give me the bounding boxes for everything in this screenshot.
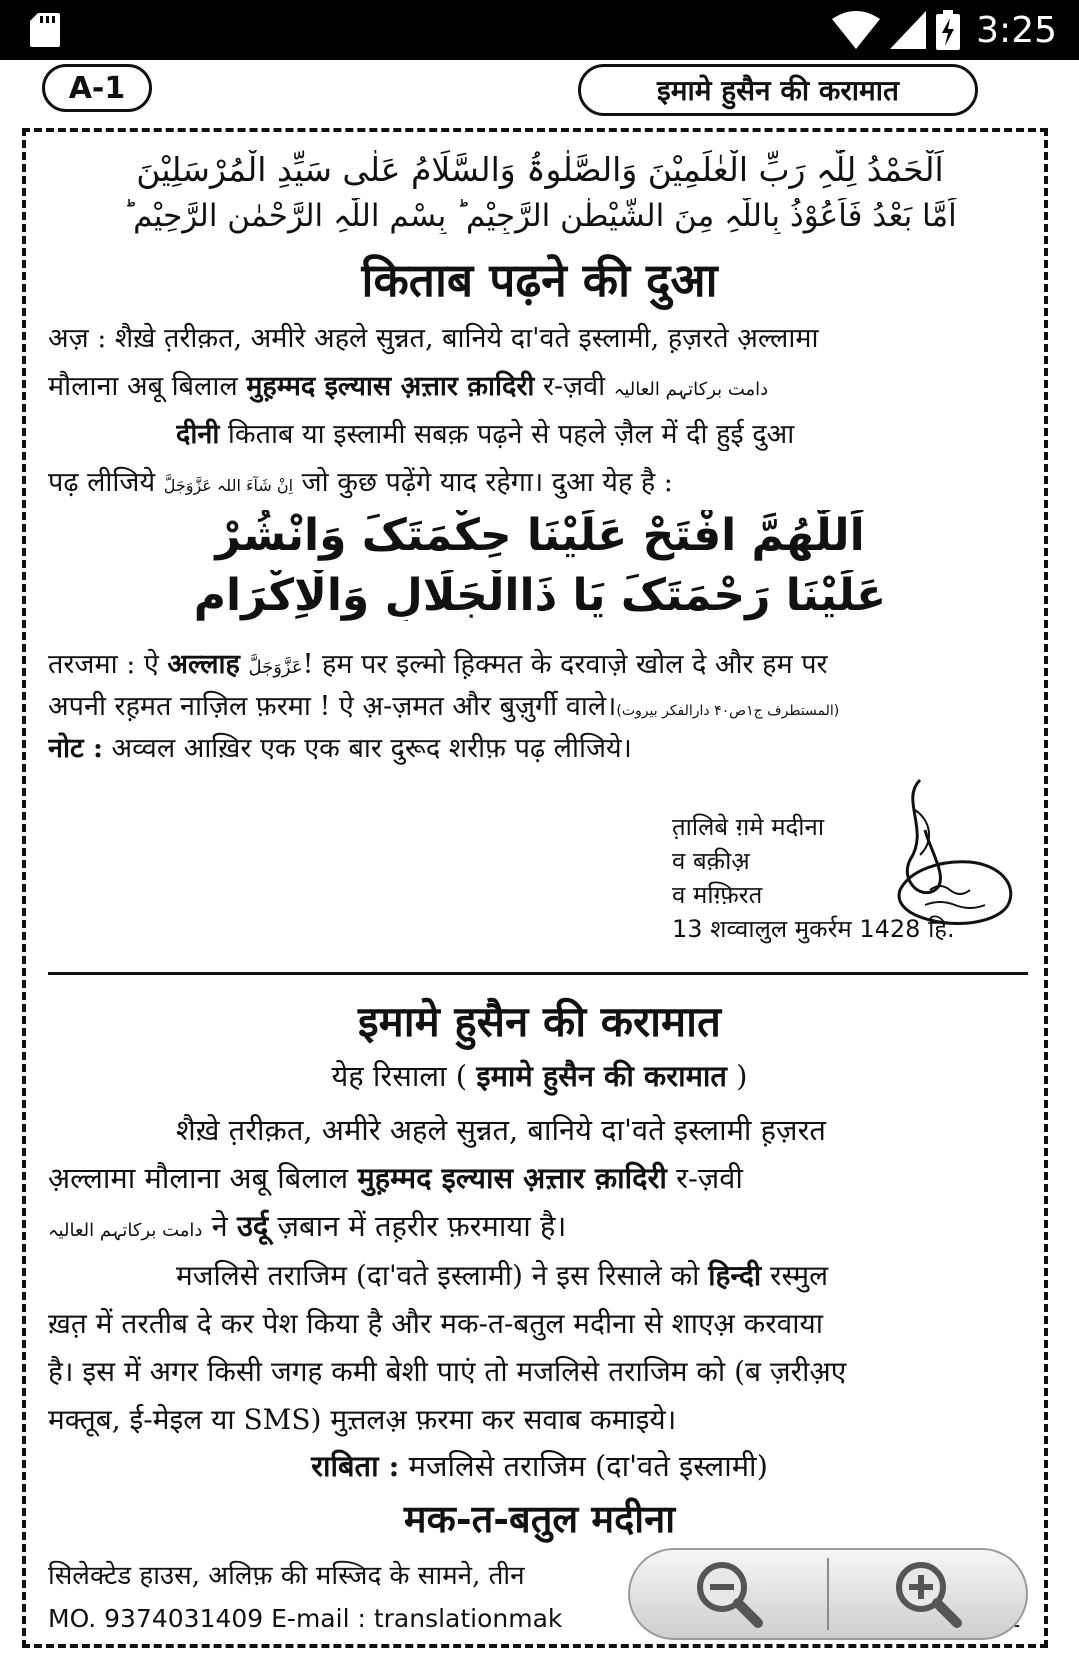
page-tag: A-1 — [42, 64, 152, 112]
book-para2-line4: मक्तूब, ई-मेइल या SMS) मुत्त़लअ़ फ़रमा कर सवाब कमाइये। — [48, 1403, 677, 1436]
zoom-in-button[interactable] — [829, 1550, 1026, 1638]
book-title: इमामे हुसैन की करामात — [358, 997, 721, 1046]
address-line: सिलेक्टेड हाउस, अलिफ़ की मस्जिद के सामने, तीन — [48, 1561, 525, 1591]
arabic-opening-line1: اَلْحَمْدُ لِلّٰہِ رَبِّ الْعٰلَمِیْنَ وَالصَّلٰوۃُ وَالسَّلَامُ عَلٰی سَیِّدِ الْمُرْسَلِیْنَ — [136, 150, 944, 189]
status-bar — [0, 0, 1079, 60]
dua-intro-line4: पढ़ लीजिये اِنْ شَآءَ اللہ عَزَّوَجَلَّ जो कुछ पढ़ेंगे याद रहेगा। दुआ येह है : — [48, 467, 673, 498]
book-para2-line2: ख़त़ में तरतीब दे कर पेश किया है और मक-त-बतुल मदीना से शाएअ़ करवाया — [48, 1307, 823, 1340]
book-para1-line3: دامت برکاتہم العالیہ ने उर्दू ज़बान में तह़रीर फ़रमाया है। — [48, 1209, 567, 1243]
dua-arabic-line2: عَلَیْنَا رَحْمَتَکَ یَا ذَاالْجَلَالِ وَالْاِکْرَام — [193, 570, 887, 621]
zoom-in-icon — [893, 1559, 963, 1629]
sd-card-icon — [30, 13, 60, 47]
book-para1-line2: अ़ल्लामा मौलाना अबू बिलाल मुह़म्मद इल्यास अ़त्त़ार क़ादिरी र-ज़वी — [48, 1161, 743, 1195]
dua-arabic-line1: اَللّٰھُمَّ افْتَحْ عَلَیْنَا حِکْمَتَکَ وَانْشُرْ — [215, 510, 865, 561]
signature-seal-icon — [890, 770, 1020, 940]
dua-title: किताब पढ़ने की दुआ — [361, 253, 718, 307]
dua-intro-line1: अज़ : शैखे़ त़रीक़त, अमीरे अहले सुन्नत, बानिये दा'वते इस्लामी, ह़ज़रते अ़ल्लामा — [48, 323, 819, 354]
book-subtitle: येह रिसाला ( इमामे हुसैन की करामात ) — [331, 1059, 748, 1093]
zoom-controls — [628, 1548, 1028, 1640]
wifi-icon — [832, 11, 880, 49]
signal-icon — [890, 11, 926, 49]
dua-intro-line3: दीनी किताब या इस्लामी सबक़ पढ़ने से पहले ज़ैल में दी हुई दुआ — [176, 419, 795, 450]
zoom-out-icon — [694, 1559, 764, 1629]
book-para1-line1: शैखे़ त़रीक़त, अमीरे अहले सुन्नत, बानिये दा'वते इस्लामी ह़ज़रत — [176, 1113, 826, 1147]
dua-intro-line2: मौलाना अबू बिलाल मुह़म्मद इल्यास अ़त्त़ार क़ादिरी र-ज़वी دامت برکاتہم العالیہ — [48, 371, 769, 402]
book-para2-line3: है। इस में अगर किसी जगह कमी बेशी पाएं तो मजलिसे तराजिम को (ब ज़रीअ़ए — [48, 1355, 847, 1388]
book-para2-line1: मजलिसे तराजिम (दा'वते इस्लामी) ने इस रिसाले को हिन्दी रस्मुल — [176, 1259, 829, 1292]
publisher-name: मक-त-बतुल मदीना — [403, 1496, 676, 1541]
zoom-out-button[interactable] — [630, 1550, 827, 1638]
translation-line1: तरजमा : ऐ अल्लाह عَزَّوَجَلَّ! हम पर इल्मो ह़िक्मत के दरवाज़े खोल दे और हम पर — [48, 649, 828, 680]
battery-charging-icon — [936, 10, 960, 50]
translation-line2: अपनी रह़मत नाज़िल फ़रमा ! ऐ अ़-ज़मत और बुज़ुर्गी वाले।(المستطرف ج۱ص۴۰ دارالفکر بیروت) — [48, 691, 840, 722]
section-divider — [48, 972, 1028, 975]
note-line: नोट : अव्वल आख़िर एक एक बार दुरूद शरीफ़ पढ़ लीजिये। — [48, 733, 632, 764]
email-line: MO. 9374031409 E-mail : translationmak — [48, 1604, 563, 1633]
book-title-tag: इमामे हुसैन की करामात — [578, 64, 978, 116]
arabic-opening-line2: اَمَّا بَعْدُ فَاَعُوْذُ بِاللّٰہِ مِنَ الشَّیْطٰنِ الرَّجِیْمِ ؕ بِسْمِ اللّٰہِ الرَّحْمٰنِ الرَّحِیْمِ ؕ — [123, 198, 957, 234]
signature-text: त़ालिबे ग़मे मदीना व बक़ीअ़ व मग़्फ़िरत 13 शव्वालुल मुकर्रम 1428 हि. — [672, 813, 955, 943]
contact-line: राबिता : मजलिसे तराजिम (दा'वते इस्लामी) — [311, 1449, 768, 1483]
clock: 3:25 — [976, 9, 1057, 51]
